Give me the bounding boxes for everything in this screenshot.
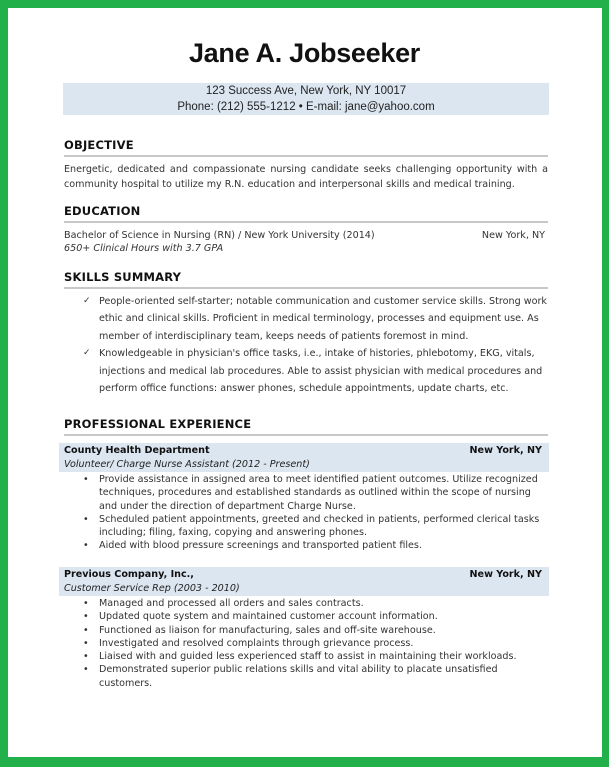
company: Previous Company, Inc.,	[64, 569, 194, 580]
skill-item: ✓ People-oriented self-starter; notable communication and customer service skills. Strong work ethic and clinical skills. Proficient in medical terminology, processes and equipment use. As member of interdisciplinary team, keeps needs of patients foremost in mind.	[83, 293, 548, 345]
bullet-icon: •	[83, 624, 89, 636]
degree: Bachelor of Science in Nursing (RN) / New York University (2014)	[64, 230, 375, 241]
skill-item: ✓ Knowledgeable in physician's office tasks, i.e., intake of histories, phlebotomy, EKG, vitals, injections and medical lab procedures. Able to assist physician with medical procedures and perform office functions: answer phones, schedule appointments, update charts, etc.	[83, 345, 548, 397]
education-detail: 650+ Clinical Hours with 3.7 GPA	[64, 243, 224, 254]
list-item: • Demonstrated superior public relations skills and vital ability to placate unsatisfied customers.	[83, 664, 498, 689]
bullet-icon: •	[83, 540, 89, 552]
candidate-name: Jane A. Jobseeker	[188, 38, 421, 68]
bullet-icon: •	[83, 598, 89, 609]
list-item: • Liaised with and guided less experienced staff to assist in maintaining their workloads.	[83, 651, 517, 663]
list-item: • Aided with blood pressure screenings and transported patient files.	[83, 540, 422, 552]
job-role: Customer Service Rep (2003 - 2010)	[64, 583, 240, 594]
objective-heading: OBJECTIVE	[64, 138, 548, 157]
phone-email: Phone: (212) 555-1212 • E-mail: jane@yahoo.com	[177, 101, 435, 113]
education-heading: EDUCATION	[64, 204, 548, 223]
job-location: New York, NY	[469, 569, 542, 580]
experience-heading: PROFESSIONAL EXPERIENCE	[64, 417, 548, 436]
bullet-icon: •	[83, 637, 89, 649]
bullet-icon: •	[83, 474, 89, 485]
list-item: • Scheduled patient appointments, greeted and checked in patients, performed clerical tasks including; filing, faxing, copying and answering phones.	[83, 513, 540, 539]
list-item: • Updated quote system and maintained customer account information.	[83, 611, 438, 623]
list-item: • Managed and processed all orders and sales contracts.	[83, 598, 364, 609]
check-icon: ✓	[83, 296, 91, 306]
job-bullets	[83, 597, 550, 690]
company: County Health Department	[64, 445, 210, 456]
objective-text: Energetic, dedicated and compassionate nursing candidate seeks challenging opportunity with a community hospital to utilize my R.N. education and interpersonal skills and medical training.	[64, 164, 548, 190]
job-header	[59, 567, 549, 596]
skills-heading: SKILLS SUMMARY	[64, 270, 548, 289]
bullet-icon: •	[83, 664, 89, 676]
list-item: • Functioned as liaison for manufacturing, sales and off-site warehouse.	[83, 624, 436, 636]
job-bullets	[83, 473, 550, 553]
job-location: New York, NY	[469, 445, 542, 456]
job-role: Volunteer/ Charge Nurse Assistant (2012 - Present)	[64, 459, 310, 470]
education-location: New York, NY	[481, 230, 545, 241]
address: 123 Success Ave, New York, NY 10017	[205, 85, 407, 97]
list-item: • Provide assistance in assigned area to meet identified patient outcomes. Utilize recognized techniques, procedures and established standards as outlined within the scope of nursing and under the direction of department Charge Nurse.	[83, 474, 538, 512]
list-item: • Investigated and resolved complaints through grievance process.	[83, 637, 414, 649]
check-icon: ✓	[83, 348, 91, 359]
contact-band	[63, 83, 549, 115]
bullet-icon: •	[83, 651, 89, 663]
skills-list	[83, 293, 548, 397]
education-row	[64, 229, 545, 243]
bullet-icon: •	[83, 513, 89, 525]
job-header	[59, 443, 549, 472]
bullet-icon: •	[83, 611, 89, 623]
